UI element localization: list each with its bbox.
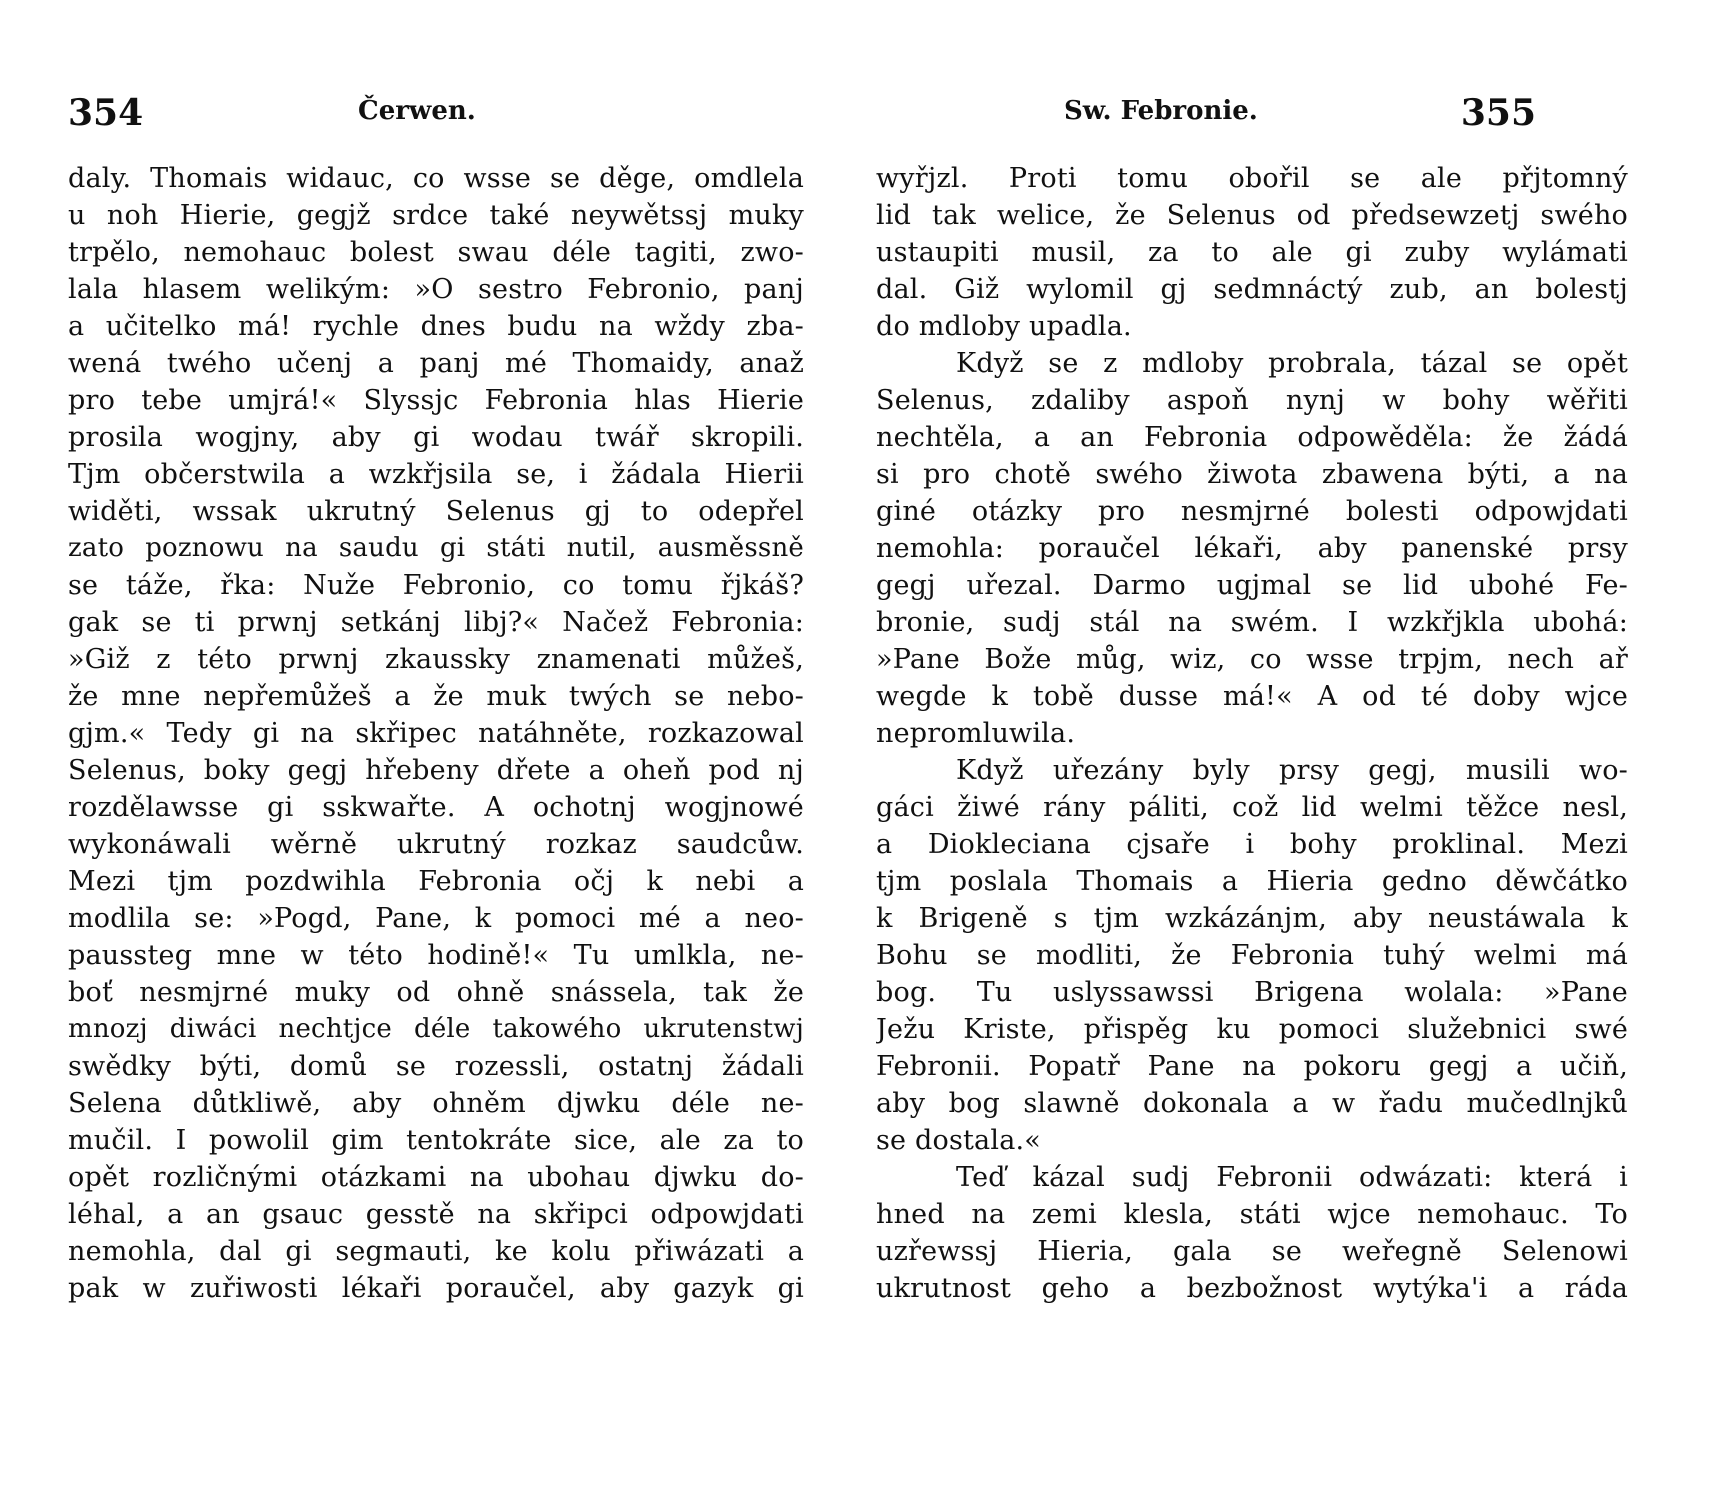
right-text-block bbox=[876, 160, 1628, 1307]
text-line: »Pane Bože můg, wiz, co wsse trpjm, nech ař bbox=[876, 644, 1628, 675]
text-line: lid tak welice, že Selenus od předsewzetj swého bbox=[876, 200, 1628, 231]
text-line: wegde k tobě dusse má!« A od té doby wjce bbox=[876, 681, 1628, 712]
text-line: giné otázky pro nesmjrné bolesti odpowjdati bbox=[876, 496, 1628, 527]
text-line: bog. Tu uslyssawssi Brigena wolala: »Pane bbox=[876, 977, 1628, 1008]
text-line: tjm poslala Thomais a Hieria gedno děwčátko bbox=[876, 866, 1628, 897]
text-line: si pro chotě swého žiwota zbawena býti, a na bbox=[876, 459, 1628, 490]
text-line: prosila wogjny, aby gi wodau twář skropili. bbox=[68, 422, 804, 453]
text-line: »Giž z této prwnj zkaussky znamenati můžeš, bbox=[68, 644, 804, 675]
running-head: Sw. Febronie. bbox=[1064, 96, 1258, 126]
text-line: daly. Thomais widauc, co wsse se děge, omdlela bbox=[68, 163, 804, 194]
text-line: wykonáwali wěrně ukrutný rozkaz saudcůw. bbox=[68, 829, 804, 860]
paragraph-start-line: Když se z mdloby probrala, tázal se opět bbox=[956, 348, 1628, 379]
text-line: uzřewssj Hieria, gala se weřegně Selenowi bbox=[876, 1236, 1628, 1267]
left-page-header bbox=[68, 92, 798, 142]
text-line: hned na zemi klesla, státi wjce nemohauc. To bbox=[876, 1199, 1628, 1230]
text-line: Bohu se modliti, že Febronia tuhý welmi má bbox=[876, 940, 1628, 971]
text-line: rozdělawsse gi sskwařte. A ochotnj wogjnowé bbox=[68, 792, 804, 823]
text-line: u noh Hierie, gegjž srdce také neywětssj muky bbox=[68, 200, 804, 231]
text-line: wyřjzl. Proti tomu obořil se ale přjtomný bbox=[876, 163, 1628, 194]
text-line: léhal, a an gsauc gesstě na skřipci odpowjdati bbox=[68, 1199, 804, 1230]
text-line: pak w zuřiwosti lékaři poraučel, aby gazyk gi bbox=[68, 1273, 804, 1304]
text-line: gjm.« Tedy gi na skřipec natáhněte, rozkazowal bbox=[68, 718, 804, 749]
text-line: a učitelko má! rychle dnes budu na wždy zba- bbox=[68, 311, 804, 342]
text-line: Ježu Kriste, přispěg ku pomoci služebnici swé bbox=[876, 1014, 1628, 1045]
text-line: pro tebe umjrá!« Slyssjc Febronia hlas Hierie bbox=[68, 385, 804, 416]
text-line: aby bog slawně dokonala a w řadu mučedlnjků bbox=[876, 1088, 1628, 1119]
text-line: Tjm občerstwila a wzkřjsila se, i žádala Hierii bbox=[68, 459, 804, 490]
text-line: widěti, wssak ukrutný Selenus gj to odepřel bbox=[68, 496, 804, 527]
text-line: boť nesmjrné muky od ohně snássela, tak že bbox=[68, 977, 804, 1008]
text-line: mnozj diwáci nechtjce déle takowého ukrutenstwj bbox=[68, 1014, 804, 1044]
text-line: Selena důtkliwě, aby ohněm djwku déle ne- bbox=[68, 1088, 804, 1119]
text-line: swědky býti, domů se rozessli, ostatnj žádali bbox=[68, 1051, 804, 1082]
text-line: že mne nepřemůžeš a že muk twých se nebo- bbox=[68, 681, 804, 712]
text-line: paussteg mne w této hodině!« Tu umlkla, ne- bbox=[68, 940, 804, 971]
text-line: se táže, řka: Nuže Febronio, co tomu řjkáš? bbox=[68, 570, 804, 601]
text-line: ukrutnost geho a bezbožnost wytýka'i a ráda bbox=[876, 1273, 1628, 1304]
text-line: a Diokleciana cjsaře i bohy proklinal. Mezi bbox=[876, 829, 1628, 860]
text-line: gáci žiwé rány páliti, což lid welmi těžce nesl, bbox=[876, 792, 1628, 823]
text-line: gegj uřezal. Darmo ugjmal se lid ubohé Fe- bbox=[876, 570, 1628, 601]
left-text-block bbox=[68, 160, 804, 1307]
text-line: zato poznowu na saudu gi státi nutil, ausměssně bbox=[68, 533, 804, 563]
paragraph-start-line: Teď kázal sudj Febronii odwázati: která i bbox=[956, 1162, 1628, 1193]
text-line: nechtěla, a an Febronia odpowěděla: že žádá bbox=[876, 422, 1628, 453]
right-page bbox=[864, 0, 1728, 1500]
text-line: nepromluwila. bbox=[876, 718, 1076, 749]
text-line: bronie, sudj stál na swém. I wzkřjkla ubohá: bbox=[876, 607, 1628, 638]
text-line: opět rozličnými otázkami na ubohau djwku do- bbox=[68, 1162, 804, 1193]
text-line: k Brigeně s tjm wzkázánjm, aby neustáwala k bbox=[876, 903, 1628, 934]
text-line: se dostala.« bbox=[876, 1125, 1041, 1156]
right-page-header bbox=[984, 92, 1536, 142]
text-line: nemohla: poraučel lékaři, aby panenské prsy bbox=[876, 533, 1628, 564]
text-line: Mezi tjm pozdwihla Febronia očj k nebi a bbox=[68, 866, 804, 897]
text-line: lala hlasem welikým: »O sestro Febronio, panj bbox=[68, 274, 804, 305]
text-line: mučil. I powolil gim tentokráte sice, ale za to bbox=[68, 1125, 804, 1156]
text-line: Febronii. Popatř Pane na pokoru gegj a učiň, bbox=[876, 1051, 1628, 1082]
text-line: do mdloby upadla. bbox=[876, 311, 1132, 342]
text-line: gak se ti prwnj setkánj libj?« Načež Febronia: bbox=[68, 607, 804, 638]
text-line: trpělo, nemohauc bolest swau déle tagiti, zwo- bbox=[68, 237, 804, 268]
paragraph-start-line: Když uřezány byly prsy gegj, musili wo- bbox=[956, 755, 1628, 786]
running-head: Čerwen. bbox=[358, 96, 476, 126]
text-line: modlila se: »Pogd, Pane, k pomoci mé a neo- bbox=[68, 903, 804, 934]
text-line: ustaupiti musil, za to ale gi zuby wylámati bbox=[876, 237, 1628, 268]
page-number: 354 bbox=[68, 92, 144, 134]
text-line: Selenus, zdaliby aspoň nynj w bohy wěřiti bbox=[876, 385, 1628, 416]
text-line: nemohla, dal gi segmauti, ke kolu přiwázati a bbox=[68, 1236, 804, 1267]
text-line: dal. Giž wylomil gj sedmnáctý zub, an bolestj bbox=[876, 274, 1628, 305]
page-number: 355 bbox=[1460, 92, 1536, 134]
text-line: wená twého učenj a panj mé Thomaidy, anaž bbox=[68, 348, 804, 379]
text-line: Selenus, boky gegj hřebeny dřete a oheň pod nj bbox=[68, 755, 804, 786]
